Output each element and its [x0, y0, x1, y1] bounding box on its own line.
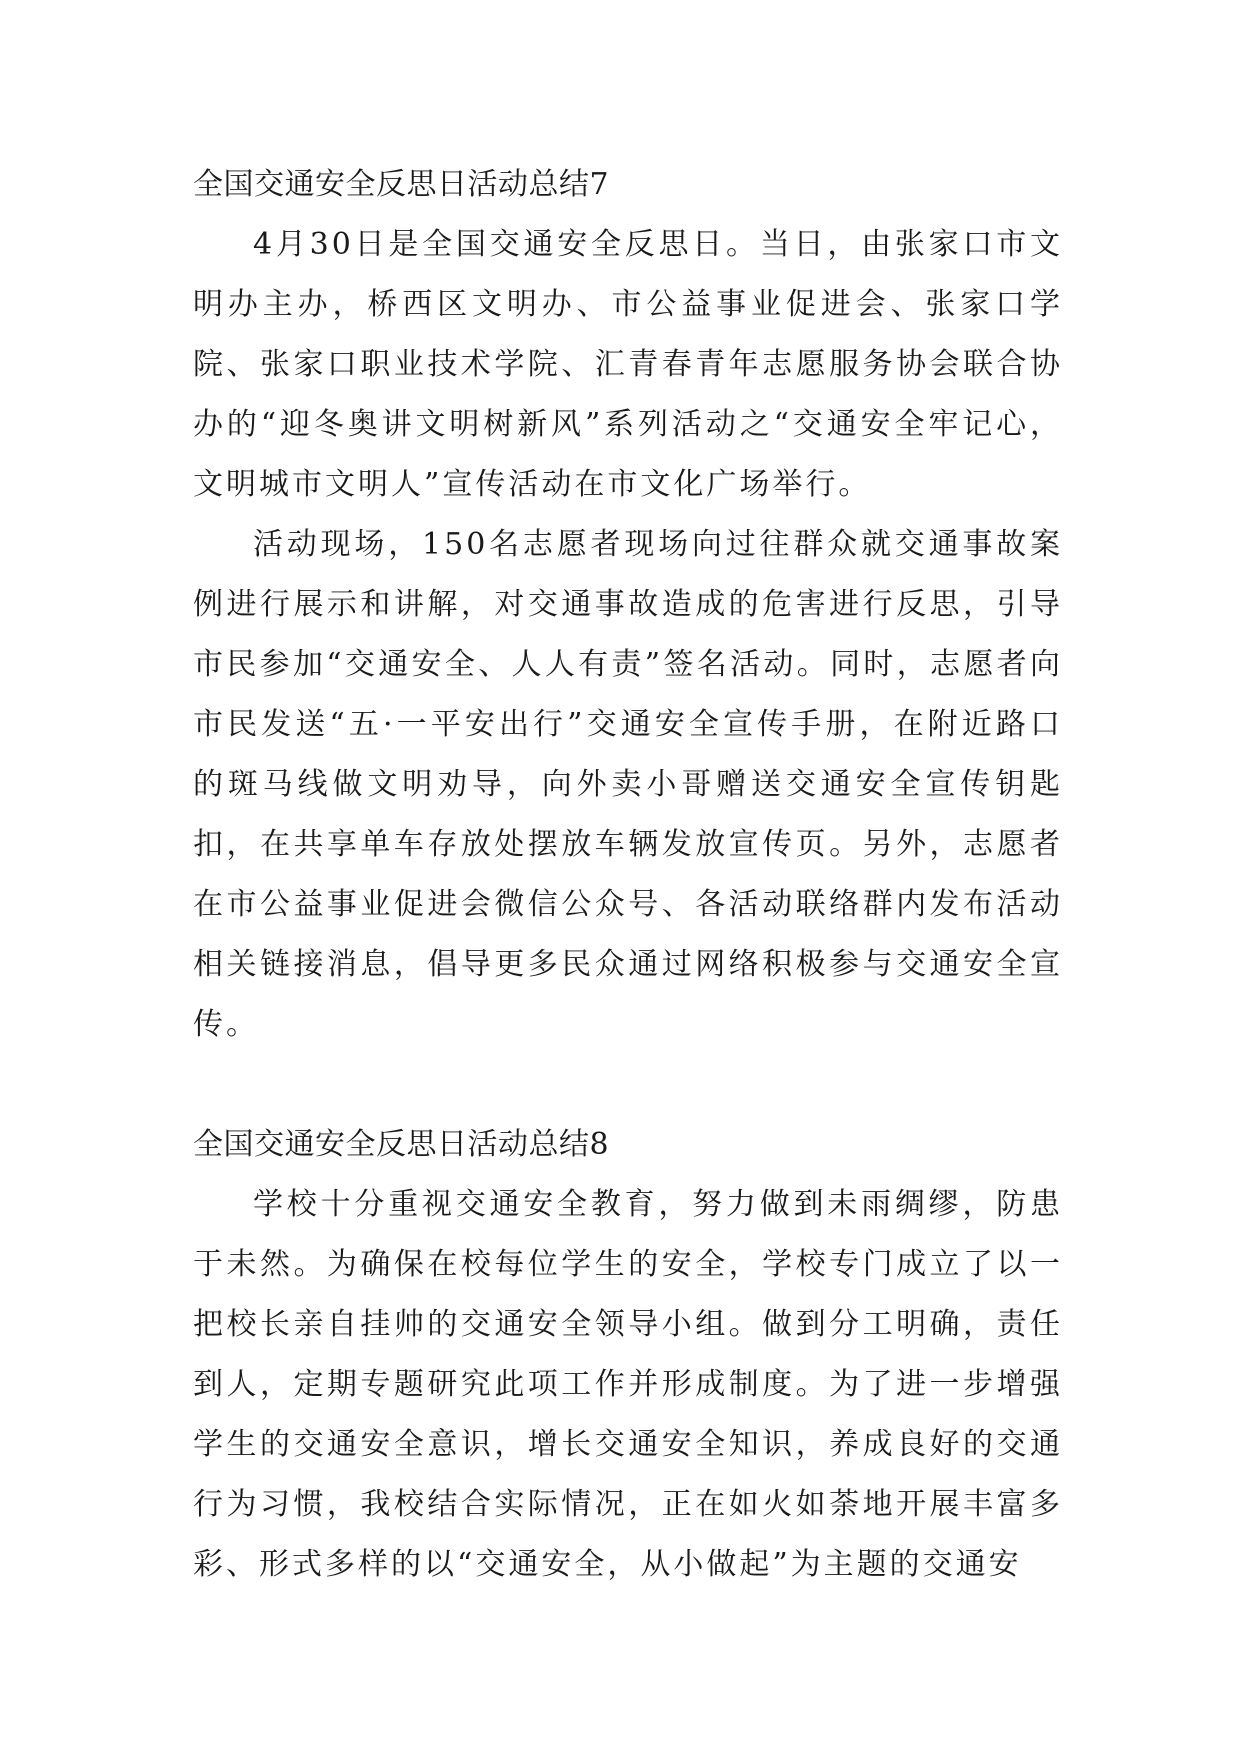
section-7-paragraph-1: 4月30日是全国交通安全反思日。当日，由张家口市文明办主办，桥西区文明办、市公益事业促进会、张家口学院、张家口职业技术学院、汇青春青年志愿服务协会联合协办的“迎冬奥讲文明树新风”系列活动之“交通安全牢记心，文明城市文明人”宣传活动在市文化广场举行。 — [193, 227, 1063, 502]
section-8-paragraph-1: 学校十分重视交通安全教育，努力做到未雨绸缪，防患于未然。为确保在校每位学生的安全，学校专门成立了以一把校长亲自挂帅的交通安全领导小组。做到分工明确，责任到人，定期专题研究此项工作并形成制度。为了进一步增强学生的交通安全意识，增长交通安全知识，养成良好的交通行为习惯，我校结合实际情况，正在如火如荼地开展丰富多彩、形式多样的以“交通安全，从小做起”为主题的交通安 — [193, 1187, 1063, 1582]
section-title-8: 全国交通安全反思日活动总结8 — [193, 1127, 610, 1162]
document-body — [193, 155, 1063, 1595]
section-spacer — [193, 1055, 1063, 1115]
section-title-7: 全国交通安全反思日活动总结7 — [193, 167, 610, 202]
section-7-paragraph-2: 活动现场，150名志愿者现场向过往群众就交通事故案例进行展示和讲解，对交通事故造成的危害进行反思，引导市民参加“交通安全、人人有责”签名活动。同时，志愿者向市民发送“五·一平安出行”交通安全宣传手册，在附近路口的斑马线做文明劝导，向外卖小哥赠送交通安全宣传钥匙扣，在共享单车存放处摆放车辆发放宣传页。另外，志愿者在市公益事业促进会微信公众号、各活动联络群内发布活动相关链接消息，倡导更多民众通过网络积极参与交通安全宣传。 — [193, 527, 1063, 1042]
